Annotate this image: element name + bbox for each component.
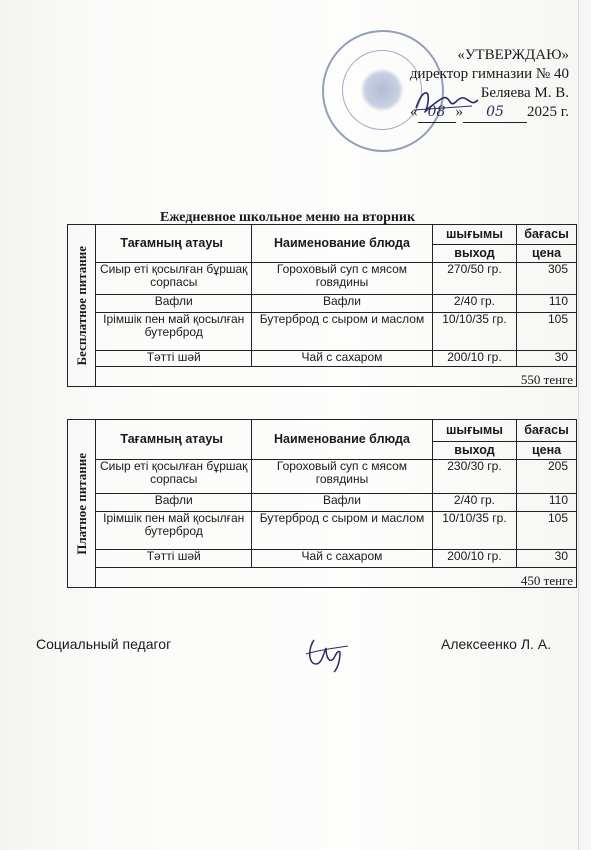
dish-output: 10/10/35 гр. [432, 512, 516, 550]
dish-kz: Тәтті шәй [96, 351, 252, 367]
col-price-ru: цена [517, 245, 577, 263]
dish-output: 200/10 гр. [432, 550, 516, 568]
table-row [68, 460, 577, 494]
dish-price: 105 [517, 512, 577, 550]
table-row [68, 512, 577, 550]
page-edge [578, 0, 579, 850]
dish-kz: Ірімшік пен май қосылған бутерброд [96, 313, 252, 351]
col-output-ru: выход [432, 442, 516, 460]
dish-price: 110 [517, 494, 577, 512]
approval-name: Беляева М. В. [480, 85, 569, 101]
col-name-ru: Наименование блюда [252, 420, 433, 460]
header-row-kz [68, 225, 577, 245]
menu-title: Ежедневное школьное меню на вторник [160, 210, 416, 225]
total-row [68, 568, 577, 588]
paid-menu-table [67, 419, 577, 588]
free-side-label-cell [68, 225, 96, 387]
free-total: 550 тенге [96, 367, 577, 387]
dish-ru: Бутерброд с сыром и маслом [252, 512, 433, 550]
footer-role: Социальный педагог [36, 636, 172, 652]
date-year: 2025 г. [527, 104, 569, 120]
free-menu-table [67, 224, 577, 387]
dish-price: 105 [517, 313, 577, 351]
dish-kz: Сиыр еті қосылған бұршақ сорпасы [96, 263, 252, 295]
date-day: 08 [427, 104, 446, 120]
col-price-kz: бағасы [517, 420, 577, 442]
dish-price: 110 [517, 295, 577, 313]
col-name-kz: Тағамның атауы [96, 420, 252, 460]
col-output-ru: выход [432, 245, 516, 263]
paid-total: 450 тенге [96, 568, 577, 588]
dish-output: 2/40 гр. [432, 494, 516, 512]
table-row [68, 263, 577, 295]
dish-output: 230/30 гр. [432, 460, 516, 494]
dish-ru: Бутерброд с сыром и маслом [252, 313, 433, 351]
col-output-kz: шығымы [432, 225, 516, 245]
dish-output: 10/10/35 гр. [432, 313, 516, 351]
table-row [68, 351, 577, 367]
dish-price: 205 [517, 460, 577, 494]
approval-block [410, 46, 569, 123]
dish-ru: Гороховый суп с мясом говядины [252, 263, 433, 295]
col-name-ru: Наименование блюда [252, 225, 433, 263]
pedagogue-signature [304, 634, 352, 674]
paid-side-label-cell [68, 420, 96, 588]
table-row [68, 295, 577, 313]
dish-ru: Гороховый суп с мясом говядины [252, 460, 433, 494]
dish-kz: Ірімшік пен май қосылған бутерброд [96, 512, 252, 550]
table-row [68, 494, 577, 512]
date-day-field [418, 103, 456, 123]
date-month: 05 [486, 104, 504, 120]
total-row [68, 367, 577, 387]
dish-ru: Вафли [252, 494, 433, 512]
dish-ru: Чай с сахаром [252, 351, 433, 367]
dish-output: 270/50 гр. [432, 263, 516, 295]
approval-position: директор гимназии № 40 [409, 66, 569, 82]
dish-price: 30 [517, 550, 577, 568]
col-price-kz: бағасы [517, 225, 577, 245]
header-row-kz [68, 420, 577, 442]
approval-title: «УТВЕРЖДАЮ» [457, 47, 569, 63]
dish-price: 305 [517, 263, 577, 295]
paid-side-label: Платное питание [74, 452, 90, 555]
col-name-kz: Тағамның атауы [96, 225, 252, 263]
table-row [68, 550, 577, 568]
dish-ru: Вафли [252, 295, 433, 313]
dish-ru: Чай с сахаром [252, 550, 433, 568]
dish-kz: Вафли [96, 494, 252, 512]
dish-kz: Тәтті шәй [96, 550, 252, 568]
footer-name: Алексеенко Л. А. [441, 636, 552, 652]
table-row [68, 313, 577, 351]
dish-kz: Вафли [96, 295, 252, 313]
dish-output: 200/10 гр. [432, 351, 516, 367]
col-output-kz: шығымы [432, 420, 516, 442]
dish-kz: Сиыр еті қосылған бұршақ сорпасы [96, 460, 252, 494]
dish-output: 2/40 гр. [432, 295, 516, 313]
date-open-quote: « [410, 104, 418, 120]
free-side-label: Бесплатное питание [74, 245, 90, 366]
date-close-quote: » [455, 104, 464, 120]
date-month-field [463, 103, 527, 123]
stamp-emblem-icon [360, 68, 404, 112]
col-price-ru: цена [517, 442, 577, 460]
approval-date [410, 103, 569, 123]
dish-price: 30 [517, 351, 577, 367]
